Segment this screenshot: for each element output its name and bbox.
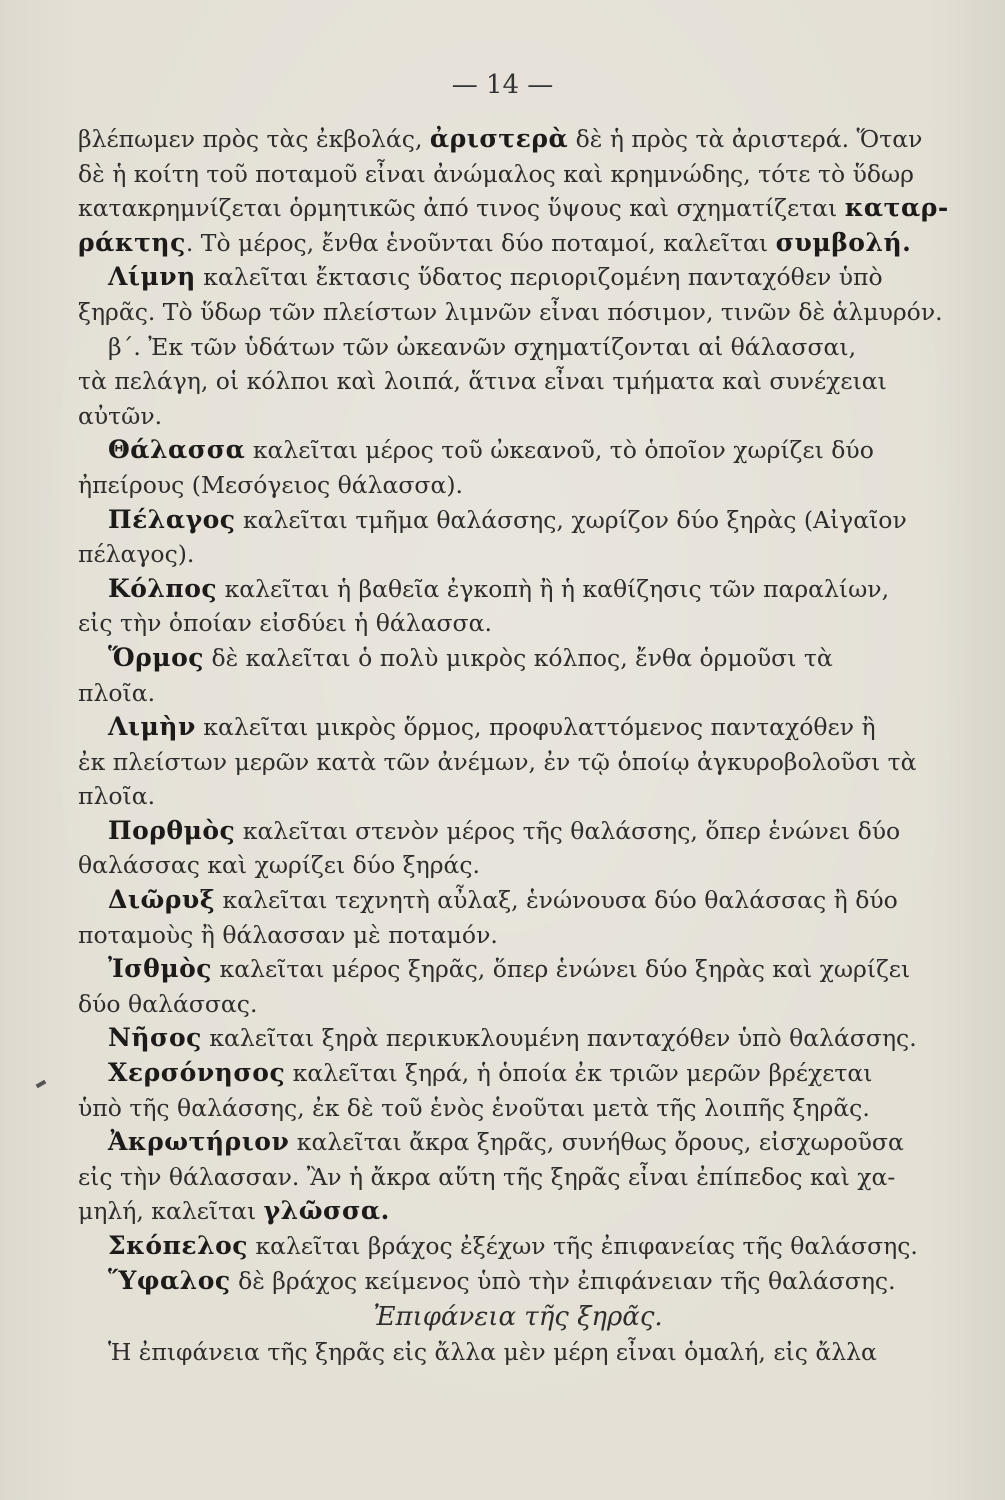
text-line: [78, 918, 958, 953]
defined-term: Ἰσθμὸς: [108, 954, 213, 984]
text-line: [78, 1229, 958, 1264]
text-line: [78, 814, 958, 849]
line-text: καλεῖται τεχνητὴ αὖλαξ, ἑνώνουσα δύο θαλάσσας ἢ δύο: [215, 886, 898, 915]
line-text: τὰ πελάγη, οἱ κόλποι καὶ λοιπά, ἅτινα εἶναι τμήματα καὶ συνέχειαι: [78, 367, 887, 396]
defined-term: Λίμνη: [108, 262, 196, 292]
line-text: καλεῖται βράχος ἐξέχων τῆς ἐπιφανείας τῆς θαλάσσης.: [248, 1232, 918, 1260]
text-line: [78, 1264, 958, 1299]
page-number: — 14 —: [451, 70, 554, 100]
text-line: [78, 779, 958, 814]
text-line: Ἡ ἐπιφάνεια τῆς ξηρᾶς εἰς ἄλλα μὲν μέρη εἶναι ὁμαλή, εἰς ἄλλα: [108, 1337, 877, 1366]
text-line: [78, 1194, 958, 1229]
text-line: [78, 572, 958, 607]
text-line: [78, 848, 958, 883]
defined-term: Ὅρμος: [108, 642, 204, 672]
text-line: [78, 987, 958, 1022]
line-text: καλεῖται τμῆμα θαλάσσης, χωρίζον δύο ξηρὰς (Αἰγαῖον: [235, 505, 907, 534]
section-heading: Ἐπιφάνεια τῆς ξηρᾶς.: [373, 1302, 663, 1333]
text-line: [78, 364, 958, 399]
line-text: ξηρᾶς. Τὸ ὕδωρ τῶν πλείστων λιμνῶν εἶναι πόσιμον, τινῶν δὲ ἁλμυρόν.: [78, 297, 943, 326]
text-line: [78, 122, 958, 157]
line-text: εἰς τὴν ὁποίαν εἰσδύει ἡ θάλασσα.: [78, 609, 492, 638]
defined-term: ἀριστερὰ: [429, 124, 569, 153]
line-text: καλεῖται ξηρὰ περικυκλουμένη πανταχόθεν ὑπὸ θαλάσσης.: [201, 1024, 917, 1053]
line-text: καλεῖται μέρος τοῦ ὠκεανοῦ, τὸ ὁποῖον χωρίζει δύο: [245, 436, 874, 465]
line-text: πλοῖα.: [78, 782, 156, 811]
text-line: [78, 883, 958, 918]
text-line: [78, 399, 958, 434]
defined-term: Σκόπελος: [108, 1231, 249, 1260]
text-line: [78, 1125, 958, 1160]
line-text: καλεῖται ἄκρα ξηρᾶς, συνήθως ὄρους, εἰσχωροῦσα: [289, 1128, 904, 1157]
text-line: [78, 1091, 958, 1126]
line-text: δὲ καλεῖται ὁ πολὺ μικρὸς κόλπος, ἔνθα ὁρμοῦσι τὰ: [203, 643, 833, 672]
defined-term: Διῶρυξ: [108, 885, 216, 915]
line-text: μηλή, καλεῖται: [78, 1197, 264, 1226]
text-line: [78, 191, 958, 226]
text-line: [78, 468, 958, 503]
defined-term: γλῶσσα.: [263, 1196, 390, 1226]
text-line: [78, 1160, 958, 1195]
defined-term: Θάλασσα: [108, 435, 246, 465]
text-line: [78, 537, 958, 572]
defined-term: Πορθμὸς: [108, 815, 236, 845]
line-text: . Τὸ μέρος, ἔνθα ἑνοῦνται δύο ποταμοί, καλεῖται: [185, 228, 776, 257]
line-text: πλοῖα.: [78, 678, 156, 707]
text-line: [78, 503, 958, 538]
defined-term: Νῆσος: [108, 1023, 202, 1053]
text-line: [78, 1056, 958, 1091]
text-line: [78, 157, 958, 192]
defined-term: Ἀκρωτήριον: [108, 1127, 290, 1157]
line-text: κατακρημνίζεται ὁρμητικῶς ἀπό τινος ὕψους καὶ σχηματίζεται: [78, 194, 845, 223]
ink-mark: [36, 1080, 47, 1088]
defined-term: Πέλαγος: [108, 504, 236, 534]
line-text: εἰς τὴν θάλασσαν. Ἂν ἡ ἄκρα αὕτη τῆς ξηρᾶς εἶναι ἐπίπεδος καὶ χα-: [78, 1162, 896, 1191]
page-body: [78, 122, 958, 1369]
line-text: καλεῖται ξηρά, ἡ ὁποία ἐκ τριῶν μερῶν βρέχεται: [285, 1059, 873, 1088]
defined-term: συμβολή.: [775, 227, 912, 257]
line-text: καλεῖται ἔκτασις ὕδατος περιοριζομένη πανταχόθεν ὑπὸ: [195, 263, 883, 292]
line-text: ὑπὸ τῆς θαλάσσης, ἐκ δὲ τοῦ ἑνὸς ἑνοῦται μετὰ τῆς λοιπῆς ξηρᾶς.: [78, 1093, 870, 1122]
text-line: [78, 260, 958, 295]
line-text: δὲ βράχος κείμενος ὑπὸ τὴν ἐπιφάνειαν τῆς θαλάσσης.: [230, 1266, 896, 1295]
line-text: δύο θαλάσσας.: [78, 989, 258, 1018]
line-text: πέλαγος).: [78, 540, 195, 569]
text-line: [78, 433, 958, 468]
text-line: [78, 641, 958, 676]
text-line: [78, 1021, 958, 1056]
defined-term: Ὕφαλος: [108, 1265, 231, 1295]
text-line: [78, 952, 958, 987]
line-text: β΄. Ἐκ τῶν ὑδάτων τῶν ὠκεανῶν σχηματίζονται αἱ θάλασσαι,: [108, 332, 857, 361]
defined-term: Χερσόνησος: [108, 1058, 286, 1088]
line-text: βλέπωμεν πρὸς τὰς ἐκβολάς,: [78, 125, 430, 153]
line-text: ποταμοὺς ἢ θάλασσαν μὲ ποταμόν.: [78, 920, 498, 949]
defined-term: Λιμὴν: [108, 712, 196, 742]
line-text: καλεῖται στενὸν μέρος τῆς θαλάσσης, ὅπερ ἑνώνει δύο: [235, 816, 901, 845]
line-text: καλεῖται μικρὸς ὅρμος, προφυλαττόμενος πανταχόθεν ἢ: [195, 713, 876, 742]
line-text: δὲ ἡ πρὸς τὰ ἀριστερά. Ὅταν: [568, 125, 923, 153]
line-text: καλεῖται ἡ βαθεῖα ἐγκοπὴ ἢ ἡ καθίζησις τῶν παραλίων,: [217, 574, 890, 603]
text-line: [78, 330, 958, 365]
text-line: [78, 710, 958, 745]
text-line: [78, 745, 958, 780]
line-text: ἐκ πλείστων μερῶν κατὰ τῶν ἀνέμων, ἐν τῷ ὁποίῳ ἀγκυροβολοῦσι τὰ: [78, 747, 917, 776]
line-text: καλεῖται μέρος ξηρᾶς, ὅπερ ἑνώνει δύο ξηρὰς καὶ χωρίζει: [212, 955, 911, 984]
text-line: [78, 676, 958, 711]
text-line: [78, 226, 958, 261]
defined-term: ράκτης: [78, 227, 186, 257]
defined-term: Κόλπος: [108, 573, 218, 603]
text-line: [78, 295, 958, 330]
line-text: αὐτῶν.: [78, 401, 163, 430]
line-text: θαλάσσας καὶ χωρίζει δύο ξηράς.: [78, 851, 481, 880]
line-text: ἠπείρους (Μεσόγειος θάλασσα).: [78, 470, 463, 499]
text-line: [78, 606, 958, 641]
defined-term: καταρ-: [844, 193, 949, 223]
line-text: δὲ ἡ κοίτη τοῦ ποταμοῦ εἶναι ἀνώμαλος καὶ κρημνώδης, τότε τὸ ὕδωρ: [78, 159, 914, 188]
